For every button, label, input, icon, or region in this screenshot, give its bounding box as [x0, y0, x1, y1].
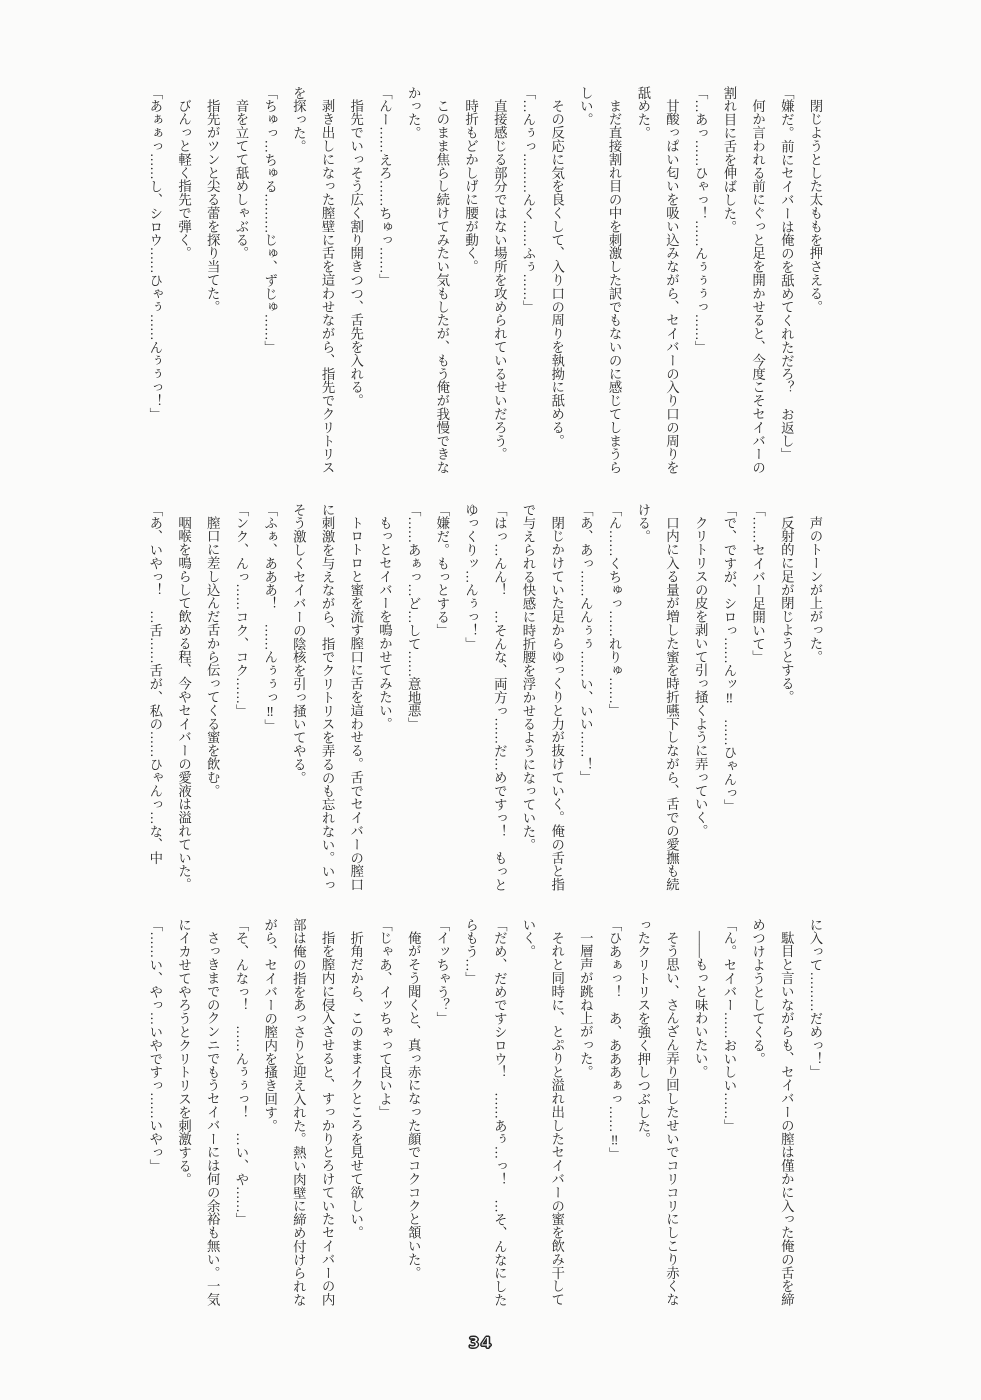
paragraph: このまま焦らし続けてみたい気もしたが、もう俺が我慢できなかった。	[406, 86, 450, 475]
paragraph: 「イッちゃう？」	[434, 918, 450, 1026]
paragraph: に入って………だめっ！」	[808, 918, 823, 1079]
paragraph: 「あ、いやっ！ …舌……舌が、私の……ひゃんっ…な、中	[147, 503, 163, 865]
paragraph: さっきまでのクンニでもうセイバーには何の余裕も無い。一気にイカせてやろうとクリトリスを刺激する。	[176, 918, 221, 1307]
paragraph: 駄目と言いながらも、セイバーの膣は僅かに入った俺の舌を締めつけようとしてくる。	[750, 918, 795, 1307]
paragraph: 「……セイバー足開いて」	[750, 503, 766, 664]
vertical-text-band-middle	[140, 503, 829, 893]
paragraph: 指先でいっそう広く割り開きつつ、舌先を入れる。	[348, 99, 364, 408]
paragraph: 俺がそう聞くと、真っ赤になった顔でコクコクと頷いた。	[406, 931, 422, 1280]
paragraph: 閉じかけていた足からゆっくりと力が抜けていく。俺の舌と指で与えられる快感に時折腰を浮かせるようになっていた。	[520, 503, 565, 892]
paragraph: そう思い、さんざん弄り回したせいでコリコリにしこり赤くなったクリトリスを強く押しつぶした。	[635, 918, 680, 1307]
paragraph: 「嫌だ。もっとする」	[434, 503, 450, 637]
paragraph: 閉じようとした太ももを押さえる。	[808, 99, 823, 314]
paragraph: 何か言われる前にぐっと足を開かせると、今度こそセイバーの割れ目に舌を伸ばした。	[721, 86, 766, 475]
paragraph: 声のトーンが上がった。	[808, 516, 823, 664]
paragraph: 直接感じる部分ではない場所を攻められているせいだろう。	[492, 99, 508, 462]
paragraph: まだ直接割れ目の中を刺激した訳でもないのに感じてしまうらしい。	[578, 86, 623, 475]
paragraph: トロトロと蜜を流す膣口に舌を這わせる。舌でセイバーの膣口に刺激を与えながら、指でクリトリスを弄るのも忘れない。いっそう激しくセイバーの陰核を引っ掻いてやる。	[291, 503, 364, 892]
paragraph: 指を膣内に侵入させると、すっかりとろけていたセイバーの内部は俺の指をあっさりと迎え入れた。熱い肉壁に締め付けられながら、セイバーの膣内を搔き回す。	[262, 918, 336, 1307]
paragraph: 「あぁぁっ……し、シロウ……ひゃぅ……んぅぅっ！」	[147, 86, 163, 421]
paragraph: 音を立てて舐めしゃぶる。	[233, 99, 249, 261]
paragraph: クリトリスの皮を剥いて引っ掻くように弄っていく。	[693, 516, 709, 838]
paragraph: 「ひあぁっ！ あ、あああぁっ……‼」	[607, 918, 623, 1161]
paragraph: 膣口に差し込んだ舌から伝ってくる蜜を飲む。	[205, 516, 221, 798]
paragraph: ――もっと味わいたい。	[693, 931, 709, 1079]
paragraph: 時折もどかしげに腰が動く。	[463, 99, 479, 274]
vertical-text-band-top	[140, 86, 829, 476]
paragraph: 「ふぁ、あああ！ ……んぅぅっ‼」	[262, 503, 278, 733]
paragraph: 「だめ、だめですシロウ！ ……あぅ…っ！ …そ、んなにしたらもう…」	[463, 918, 508, 1307]
paragraph: 甘酸っぱい匂いを吸い込みながら、セイバーの入り口の周りを舐めた。	[635, 86, 680, 475]
paragraph: びんっと軽く指先で弾く。	[176, 99, 192, 261]
paragraph: その反応に気を良くして、入り口の周りを執拗に舐める。	[549, 99, 565, 448]
page-number: 34	[468, 1333, 493, 1352]
paragraph: 口内に入る量が増した蜜を時折嚥下しながら、舌での愛撫も続ける。	[635, 503, 680, 892]
paragraph: 「……い、やっ…いやですっ……いやっ」	[147, 918, 163, 1173]
paragraph: 「……あぁっ…ど…して……意地悪」	[406, 503, 422, 731]
paragraph: 咽喉を鳴らして飲める程、今やセイバーの愛液は溢れていた。	[176, 516, 192, 892]
paragraph: 反射的に足が閉じようとする。	[779, 516, 795, 704]
paragraph: 「ちゅっ…ちゅる………じゅ、ずじゅ……」	[262, 86, 278, 354]
paragraph: 剥き出しになった膣壁に舌を這わせながら、指先でクリトリスを探った。	[291, 86, 336, 475]
paragraph: 「ん。セイバー……おいしい……」	[721, 918, 737, 1133]
paragraph: 「あ、あっ……んんぅぅ……い、いい……！」	[578, 503, 594, 785]
paragraph: 一層声が跳ね上がった。	[578, 931, 594, 1079]
paragraph: 折角だから、このままイクところを見せて欲しい。	[348, 931, 364, 1240]
paragraph: 「じゃあ、イッちゃって良いよ」	[377, 918, 393, 1119]
paragraph: もっとセイバーを鳴かせてみたい。	[377, 516, 393, 731]
paragraph: 「んー……えろ……ちゅっ……」	[377, 86, 393, 287]
paragraph: 「はっ…んん！ …そんな、両方っ……だ…めですっ！ もっとゆっくりッ…んぅっ！」	[463, 503, 508, 892]
paragraph: 「…あっ……ひゃっ！……んぅぅぅっ……」	[693, 86, 709, 354]
paragraph: 「で、ですが、シロっ……んッ‼ ……ひゃんっ」	[721, 503, 737, 813]
paragraph: それと同時に、とぷりと溢れ出したセイバーの蜜を飲み干していく。	[520, 918, 565, 1307]
paragraph: 「ん……くちゅっ……れりゅ……」	[607, 503, 623, 718]
paragraph: 「嫌だ。前にセイバーは俺のを舐めてくれただろ？ お返し」	[779, 86, 795, 462]
vertical-text-band-bottom	[140, 918, 829, 1308]
paragraph: 「…んぅっ………んく……ふぅ……」	[520, 86, 536, 314]
paragraph: 指先がツンと尖る蕾を探り当てた。	[205, 99, 221, 314]
paragraph: 「ンク、んっ……コク、コク……」	[233, 503, 249, 718]
paragraph: 「そ、んなっ！ ……んぅぅっ！ …い、や……」	[233, 918, 249, 1227]
